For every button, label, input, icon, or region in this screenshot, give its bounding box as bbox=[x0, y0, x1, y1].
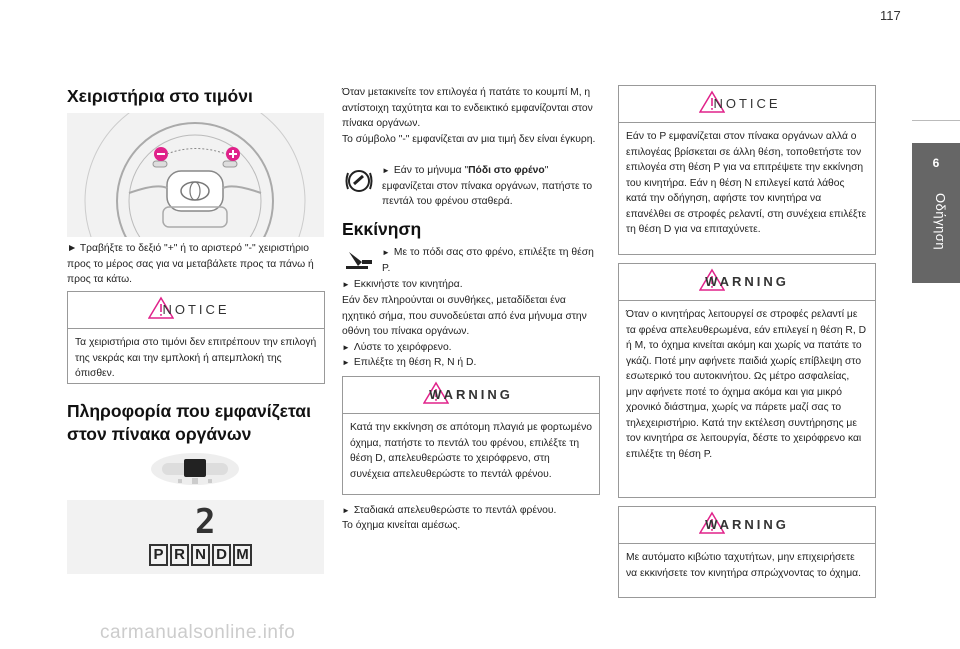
warning-title: WARNING bbox=[705, 517, 789, 532]
end-step-2: Το όχημα κινείται αμέσως. bbox=[342, 520, 461, 531]
brake-msg-b: Πόδι στο φρένο bbox=[468, 165, 545, 176]
divider bbox=[912, 120, 960, 121]
start-step-1-text: Με το πόδι σας στο φρένο, επιλέξτε τη θέση P. bbox=[382, 247, 594, 274]
start-step-2-text: Εκκινήστε τον κινητήρα. bbox=[353, 279, 463, 290]
end-step-1-text: Σταδιακά απελευθερώστε το πεντάλ φρένου. bbox=[353, 505, 557, 516]
start-step-3: Εάν δεν πληρούνται οι συνθήκες, μεταδίδεται ένα ηχητικό σήμα, που συνοδεύεται από ένα μήνυμα στην οθόνη του πίνακα οργάνων. bbox=[342, 295, 587, 337]
gear-letter-m: M bbox=[233, 544, 252, 566]
brake-msg-a: Εάν το μήνυμα " bbox=[393, 165, 469, 176]
section-title-start: Εκκίνηση bbox=[342, 219, 422, 239]
warning-text: Κατά την εκκίνηση σε απότομη πλαγιά με φορτωμένο όχημα, πατήστε το πεντάλ του φρένου, επιλέξτε τη θέση D, απελευθερώστε το χειρόφρενο, στη συνέχεια απελευθερώστε το πεντάλ φρένου. bbox=[350, 422, 592, 480]
chapter-label: Οδήγηση bbox=[933, 193, 948, 251]
paddle-instruction: ► Τραβήξτε το δεξιό "+" ή το αριστερό "-" χειριστήριο προς το μέρος σας για να μεταβάλετε προς τα πάνω ή προς τα κάτω. bbox=[67, 243, 314, 285]
gear-letter-n: N bbox=[191, 544, 210, 566]
warning-title: WARNING bbox=[429, 387, 513, 402]
start-step-1: ► Με το πόδι σας στο φρένο, επιλέξτε τη θέση P. bbox=[382, 247, 594, 274]
col2-para1: Όταν μετακινείτε τον επιλογέα ή πατάτε το κουμπί M, η αντίστοιχη ταχύτητα και το ενδεικτικό εμφανίζονται στον πίνακα οργάνων. bbox=[342, 87, 593, 129]
foot-pedal-icon bbox=[344, 248, 374, 277]
steering-wheel-figure bbox=[67, 113, 324, 237]
warning-text: Με αυτόματο κιβώτιο ταχυτήτων, μην επιχειρήσετε να εκκινήσετε τον κινητήρα σπρώχνοντας το όχημα. bbox=[626, 552, 861, 579]
gear-letter-r: R bbox=[170, 544, 189, 566]
notice-title: NOTICE bbox=[713, 96, 781, 111]
brake-foot-icon bbox=[344, 168, 374, 199]
warning-text: Όταν ο κινητήρας λειτουργεί σε στροφές ρελαντί με τα φρένα απελευθερωμένα, εάν επιλεγεί η θέση R, D ή M, το όχημα κινείται ακόμη και χωρίς να πατάτε το γκάζι. Ποτέ μην αφήνετε παιδιά χωρίς επίβλεψη στο εσωτερικό του αυτοκινήτου. Ως μέτρο ασφαλείας, μην αφήνετε ποτέ το όχημα ακόμα και για μικρό χρονικό διάστημα, χωρίς να πάρετε μαζί σας το τηλεχειριστήριο. Κατά την εκτέλεση συντήρησης με τον κινητήρα σε λειτουργία, δέστε το χειρόφρενο και επιλέξτε τη θέση P. bbox=[626, 309, 867, 460]
chapter-number: 6 bbox=[932, 156, 940, 170]
warning-title: WARNING bbox=[705, 274, 789, 289]
col2-para2: Το σύμβολο "-" εμφανίζεται αν μια τιμή δεν είναι έγκυρη. bbox=[342, 134, 596, 145]
notice-box-p-display bbox=[618, 85, 876, 255]
section-title-info-display: Πληροφορία που εμφανίζεται στον πίνακα οργάνων bbox=[67, 401, 311, 444]
gear-number: 2 bbox=[195, 502, 216, 542]
gear-letter-p: P bbox=[149, 544, 168, 566]
start-step-2: ► Εκκινήστε τον κινητήρα. bbox=[342, 279, 463, 290]
page-number: 117 bbox=[880, 8, 901, 23]
notice-title: NOTICE bbox=[162, 302, 230, 317]
warning-box-idle bbox=[618, 263, 876, 498]
notice-text: Εάν το P εμφανίζεται στον πίνακα οργάνων αλλά ο επιλογέας βρίσκεται σε άλλη θέση, τοποθετήστε τον επιλογέα στη θέση P για να επιτρέψετε την εκκίνηση του κινητήρα. Εάν η θέση N επιλεγεί κατά λάθος κατά την οδήγηση, αφήστε τον κινητήρα να επανέλθει σε στροφές ρελαντί, στη συνέχεια επιλέξτε τη θέση D για να επιταχύνετε. bbox=[626, 131, 867, 235]
gear-selector-icon bbox=[150, 450, 240, 488]
notice-box-paddles bbox=[67, 291, 325, 384]
chapter-tab[interactable] bbox=[912, 143, 960, 283]
start-step-5: ► Επιλέξτε τη θέση R, N ή D. bbox=[342, 357, 477, 368]
brake-msg-c: " εμφανίζεται στον πίνακα οργάνων, πατήστε το πεντάλ του φρένου σταθερά. bbox=[382, 165, 593, 207]
warning-box-push-start bbox=[618, 506, 876, 598]
start-step-5-text: Επιλέξτε τη θέση R, N ή D. bbox=[353, 357, 477, 368]
start-step-4-text: Λύστε το χειρόφρενο. bbox=[353, 342, 452, 353]
steering-wheel-icon bbox=[67, 113, 324, 237]
cluster-gear-display bbox=[67, 500, 324, 574]
warning-box-hill-start bbox=[342, 376, 600, 495]
start-step-4: ► Λύστε το χειρόφρενο. bbox=[342, 342, 452, 353]
brake-message: ► Εάν το μήνυμα "Πόδι στο φρένο" εμφανίζεται στον πίνακα οργάνων, πατήστε το πεντάλ του φρένου σταθερά. bbox=[382, 165, 593, 207]
section-title-steering-controls: Χειριστήρια στο τιμόνι bbox=[67, 86, 253, 106]
selector-figure bbox=[150, 450, 240, 488]
end-step-1: ► Σταδιακά απελευθερώστε το πεντάλ φρένου. bbox=[342, 505, 557, 516]
notice-text: Τα χειριστήρια στο τιμόνι δεν επιτρέπουν την επιλογή της νεκράς και την εμπλοκή ή απεμπλοκή της όπισθεν. bbox=[75, 337, 317, 379]
footer-watermark: carmanualsonline.info bbox=[100, 622, 296, 643]
gear-letter-d: D bbox=[212, 544, 231, 566]
